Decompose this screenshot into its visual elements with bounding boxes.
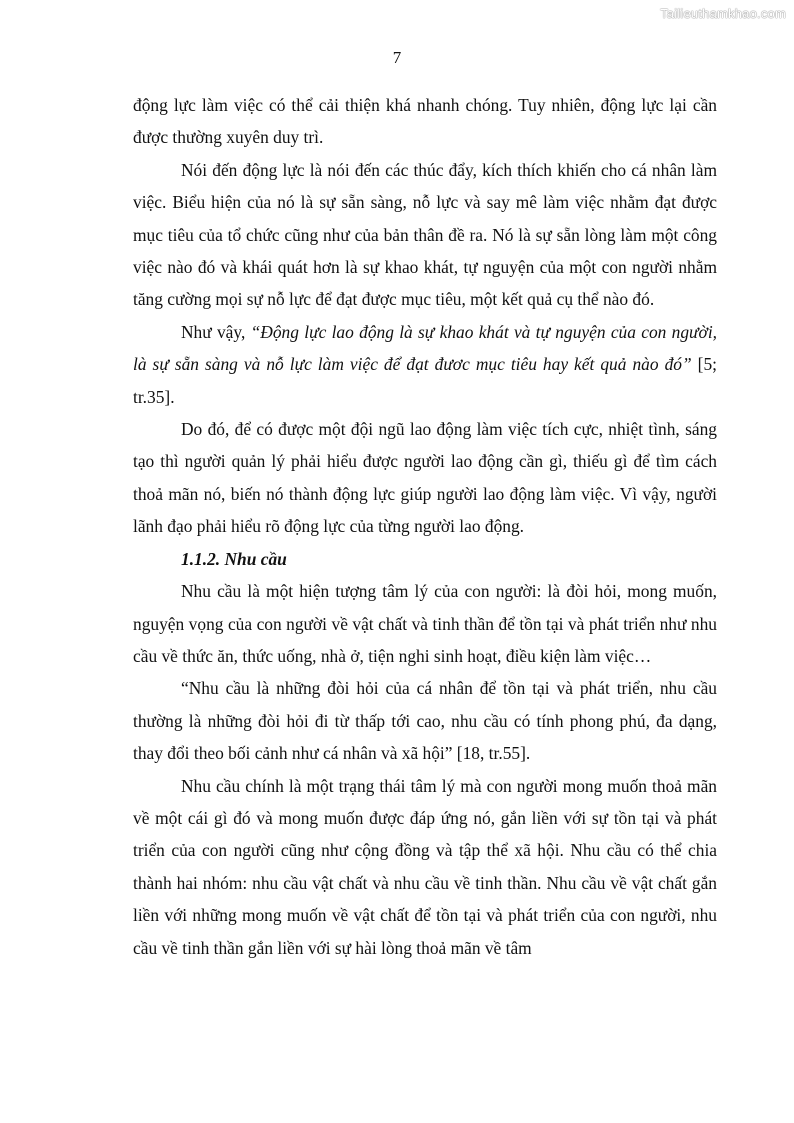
paragraph-1: động lực làm việc có thể cải thiện khá nhanh chóng. Tuy nhiên, động lực lại cần được thường xuyên duy trì. xyxy=(133,95,717,148)
section-heading: 1.1.2. Nhu cầu xyxy=(181,548,287,569)
paragraph-7: Nhu cầu chính là một trạng thái tâm lý mà con người mong muốn thoả mãn về một cái gì đó và mong muốn được đáp ứng nó, gắn liền với sự tồn tại và phát triển của con người cũng như cộng đồng và tập thể xã hội. Nhu cầu có thể chia thành hai nhóm: nhu cầu vật chất và nhu cầu về tinh thần. Nhu cầu về vật chất gắn liền với những mong muốn về vật chất để tồn tại và phát triển của con người, nhu cầu về tinh thần gắn liền với sự hài lòng thoả mãn về tâm xyxy=(133,775,717,958)
quoted-definition: “Động lực lao động là sự khao khát và tự nguyện của con người, là sự sẵn sàng và nỗ lực làm việc để đạt đươc mục tiêu hay kết quả nào đó” xyxy=(133,321,718,375)
page-number: 7 xyxy=(392,48,402,67)
document-body xyxy=(133,89,717,964)
paragraph-5: Nhu cầu là một hiện tượng tâm lý của con người: là đòi hỏi, mong muốn, nguyện vọng của con người về vật chất và tinh thần để tồn tại và phát triển như nhu cầu về thức ăn, thức uống, nhà ở, tiện nghi sinh hoạt, điều kiện làm việc… xyxy=(133,581,717,666)
paragraph-3-lead: Như vậy, xyxy=(181,321,251,342)
paragraph-6: “Nhu cầu là những đòi hỏi của cá nhân để tồn tại và phát triển, nhu cầu thường là những đòi hỏi đi từ thấp tới cao, nhu cầu có tính phong phú, đa dạng, thay đổi theo bối cảnh như cá nhân và xã hội” [18, tr.55]. xyxy=(133,678,717,764)
paragraph-3 xyxy=(133,316,717,413)
paragraph-2: Nói đến động lực là nói đến các thúc đẩy, kích thích khiến cho cá nhân làm việc. Biểu hiện của nó là sự sẵn sàng, nỗ lực và say mê làm việc nhằm đạt được mục tiêu của tổ chức cũng như của bản thân đề ra. Nó là sự sẵn lòng làm một công việc nào đó và khái quát hơn là sự khao khát, tự nguyện của một con người nhằm tăng cường mọi sự nỗ lực để đạt được mục tiêu, một kết quả cụ thể nào đó. xyxy=(133,159,717,310)
paragraph-4: Do đó, để có được một đội ngũ lao động làm việc tích cực, nhiệt tình, sáng tạo thì người quản lý phải hiểu được người lao động cần gì, thiếu gì để tìm cách thoả mãn nó, biến nó thành động lực giúp người lao động làm việc. Vì vậy, người lãnh đạo phải hiểu rõ động lực của từng người lao động. xyxy=(133,419,717,537)
watermark: Tailieuthamkhao.com xyxy=(660,6,786,21)
citation: [5; tr.35]. xyxy=(133,354,717,407)
